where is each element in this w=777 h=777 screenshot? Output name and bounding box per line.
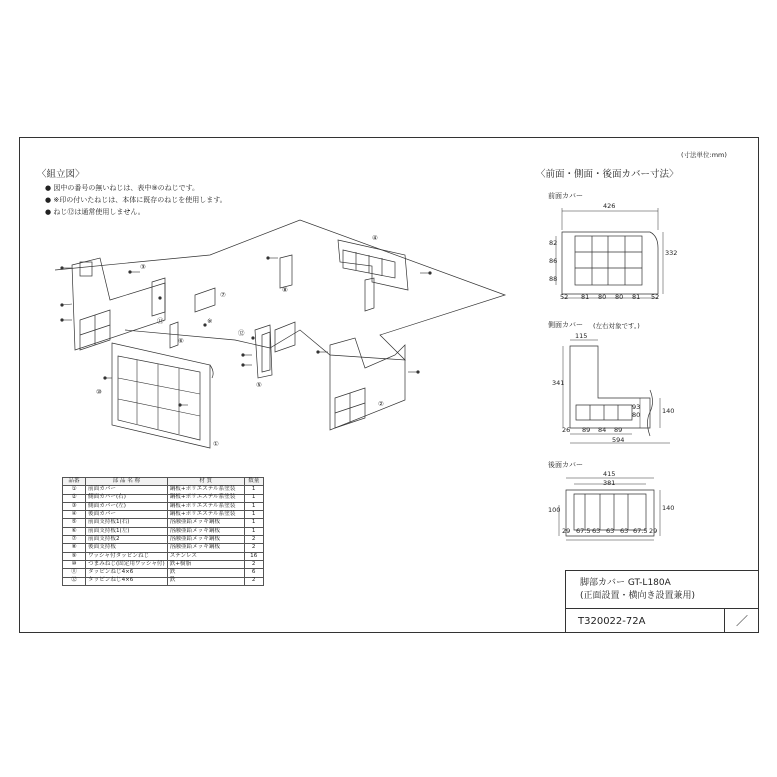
- part-no: ⑦: [63, 536, 86, 544]
- part-qty: 1: [244, 494, 263, 502]
- rear-left-h-dim: 100: [548, 506, 561, 514]
- part-no: ①: [63, 486, 86, 494]
- part-name: 後面カバー: [86, 511, 168, 519]
- rear-bottom-dim-5: 63: [620, 527, 629, 535]
- side-top-dim: 115: [575, 332, 588, 340]
- product-subtitle: (正面設置・横向き設置兼用): [580, 591, 696, 601]
- part-no: ⑥: [63, 527, 86, 535]
- part-qty: 1: [244, 502, 263, 510]
- header-part-no: 品番: [63, 478, 86, 486]
- part-material: 鋼板+ポリエステル系塗装: [167, 511, 244, 519]
- callout-5: ⑤: [256, 381, 262, 389]
- header-quantity: 数量: [244, 478, 263, 486]
- part-name: タッピンねじ4×6: [86, 577, 168, 585]
- side-bottom-dim-4: 89: [614, 426, 623, 434]
- part-material: 鉄: [167, 577, 244, 585]
- callout-12: ⑫: [238, 329, 245, 337]
- part-qty: 1: [244, 527, 263, 535]
- table-row: [63, 577, 264, 585]
- part-qty: 2: [244, 536, 263, 544]
- part-name: 前面カバー: [86, 486, 168, 494]
- part-no: ⑩: [63, 560, 86, 568]
- front-bottom-dim-6: 52: [651, 293, 660, 301]
- rear-bottom-dim-2: 67.5: [576, 527, 591, 535]
- part-material: 鋼板+ポリエステル系塗装: [167, 494, 244, 502]
- part-qty: 2: [244, 560, 263, 568]
- part-qty: 1: [244, 511, 263, 519]
- table-row: [63, 536, 264, 544]
- callout-2: ②: [378, 400, 384, 408]
- rear-bottom-dim-7: 29: [649, 527, 658, 535]
- part-qty: 6: [244, 569, 263, 577]
- assembly-note-3: ● ねじ⑫は通常使用しません。: [45, 208, 145, 216]
- title-block: [565, 570, 758, 633]
- side-bottom-dim-2: 89: [582, 426, 591, 434]
- callout-existing-screw: ※: [207, 317, 213, 325]
- drawing-number: T320022-72A: [578, 616, 646, 627]
- table-row: [63, 552, 264, 560]
- assembly-note-1: ● 図中の番号の無いねじは、表中⑨のねじです。: [45, 184, 200, 192]
- part-name: ワッシャ付タッピンねじ: [86, 552, 168, 560]
- unit-note: (寸法単位:mm): [681, 151, 727, 159]
- title-block-split: [724, 608, 725, 633]
- rear-cover-label: 後面カバー: [548, 461, 583, 469]
- side-bottom-dim-1: 26: [562, 426, 571, 434]
- front-height-dim: 332: [665, 249, 678, 257]
- part-name: つまみねじ(固定用ワッシャ付): [86, 560, 168, 568]
- callout-7: ⑦: [220, 291, 226, 299]
- front-left-dim-1: 82: [549, 239, 558, 247]
- table-row: [63, 569, 264, 577]
- table-row: [63, 511, 264, 519]
- rear-inner-dim: 381: [603, 479, 616, 487]
- front-cover-label: 前面カバー: [548, 192, 583, 200]
- part-material: 溶融亜鉛メッキ鋼板: [167, 527, 244, 535]
- revision-mark: ／: [736, 614, 749, 628]
- side-cover-label: 側面カバー: [548, 321, 583, 329]
- part-material: 鉄: [167, 569, 244, 577]
- rear-bottom-dim-6: 67.5: [633, 527, 648, 535]
- part-name: 側面カバー(左): [86, 502, 168, 510]
- part-qty: 16: [244, 552, 263, 560]
- side-height-dim: 341: [552, 379, 565, 387]
- part-name: 前面支持板1(左): [86, 527, 168, 535]
- front-bottom-dim-1: 52: [560, 293, 569, 301]
- side-bottom-dim-3: 84: [598, 426, 607, 434]
- callout-4: ④: [372, 234, 378, 242]
- part-no: ④: [63, 511, 86, 519]
- part-material: 鋼板+ポリエステル系塗装: [167, 502, 244, 510]
- parts-table-header: [63, 478, 264, 486]
- part-name: タッピンねじ4×6: [86, 569, 168, 577]
- rear-outer-dim: 415: [603, 470, 616, 478]
- front-bottom-dim-4: 80: [615, 293, 624, 301]
- part-no: ⑧: [63, 544, 86, 552]
- part-qty: 1: [244, 519, 263, 527]
- part-no: ②: [63, 494, 86, 502]
- callout-10: ⑩: [96, 388, 102, 396]
- part-material: 溶融亜鉛メッキ鋼板: [167, 519, 244, 527]
- front-bottom-dim-2: 81: [581, 293, 590, 301]
- part-material: 鉄+樹脂: [167, 560, 244, 568]
- front-left-dim-2: 86: [549, 257, 558, 265]
- table-row: [63, 527, 264, 535]
- rear-bottom-dim-3: 63: [592, 527, 601, 535]
- header-material: 材 質: [167, 478, 244, 486]
- part-material: 溶融亜鉛メッキ鋼板: [167, 544, 244, 552]
- table-row: [63, 519, 264, 527]
- callout-1: ①: [213, 440, 219, 448]
- assembly-heading: 〈組立図〉: [37, 169, 85, 180]
- front-width-dim: 426: [603, 202, 616, 210]
- part-no: ③: [63, 502, 86, 510]
- part-name: 側面カバー(右): [86, 494, 168, 502]
- part-no: ⑪: [63, 569, 86, 577]
- part-material: 溶融亜鉛メッキ鋼板: [167, 536, 244, 544]
- part-no: ⑨: [63, 552, 86, 560]
- rear-right-h-dim: 140: [662, 504, 675, 512]
- side-right-h-dim: 140: [662, 407, 675, 415]
- table-row: [63, 544, 264, 552]
- rear-bottom-dim-1: 29: [562, 527, 571, 535]
- table-row: [63, 502, 264, 510]
- product-name: 脚部カバー GT-L180A: [580, 578, 671, 588]
- assembly-note-2: ● ※印の付いたねじは、本体に既存のねじを使用します。: [45, 196, 227, 204]
- table-row: [63, 494, 264, 502]
- part-qty: 2: [244, 544, 263, 552]
- side-total-dim: 594: [612, 436, 625, 444]
- callout-6: ⑥: [178, 337, 184, 345]
- part-material: ステンレス: [167, 552, 244, 560]
- part-material: 鋼板+ポリエステル系塗装: [167, 486, 244, 494]
- part-no: ⑫: [63, 577, 86, 585]
- part-name: 前面支持板2: [86, 536, 168, 544]
- parts-table: [62, 477, 264, 586]
- part-qty: 2: [244, 577, 263, 585]
- part-qty: 1: [244, 486, 263, 494]
- title-block-divider: [566, 608, 758, 609]
- side-inner-h2-dim: 80: [632, 411, 641, 419]
- part-name: 後面支持板: [86, 544, 168, 552]
- side-inner-h-dim: 93: [632, 403, 641, 411]
- callout-8: ⑧: [282, 286, 288, 294]
- part-name: 前面支持板1(右): [86, 519, 168, 527]
- table-row: [63, 486, 264, 494]
- part-no: ⑤: [63, 519, 86, 527]
- rear-bottom-dim-4: 63: [606, 527, 615, 535]
- front-bottom-dim-3: 80: [598, 293, 607, 301]
- front-left-dim-3: 88: [549, 275, 558, 283]
- dimensions-heading: 〈前面・側面・後面カバー寸法〉: [536, 169, 679, 180]
- callout-11: ⑪: [157, 317, 164, 325]
- header-part-name: 部 品 名 称: [86, 478, 168, 486]
- callout-3: ③: [140, 263, 146, 271]
- table-row: [63, 560, 264, 568]
- front-bottom-dim-5: 81: [632, 293, 641, 301]
- side-cover-note: (左右対象です。): [593, 322, 640, 330]
